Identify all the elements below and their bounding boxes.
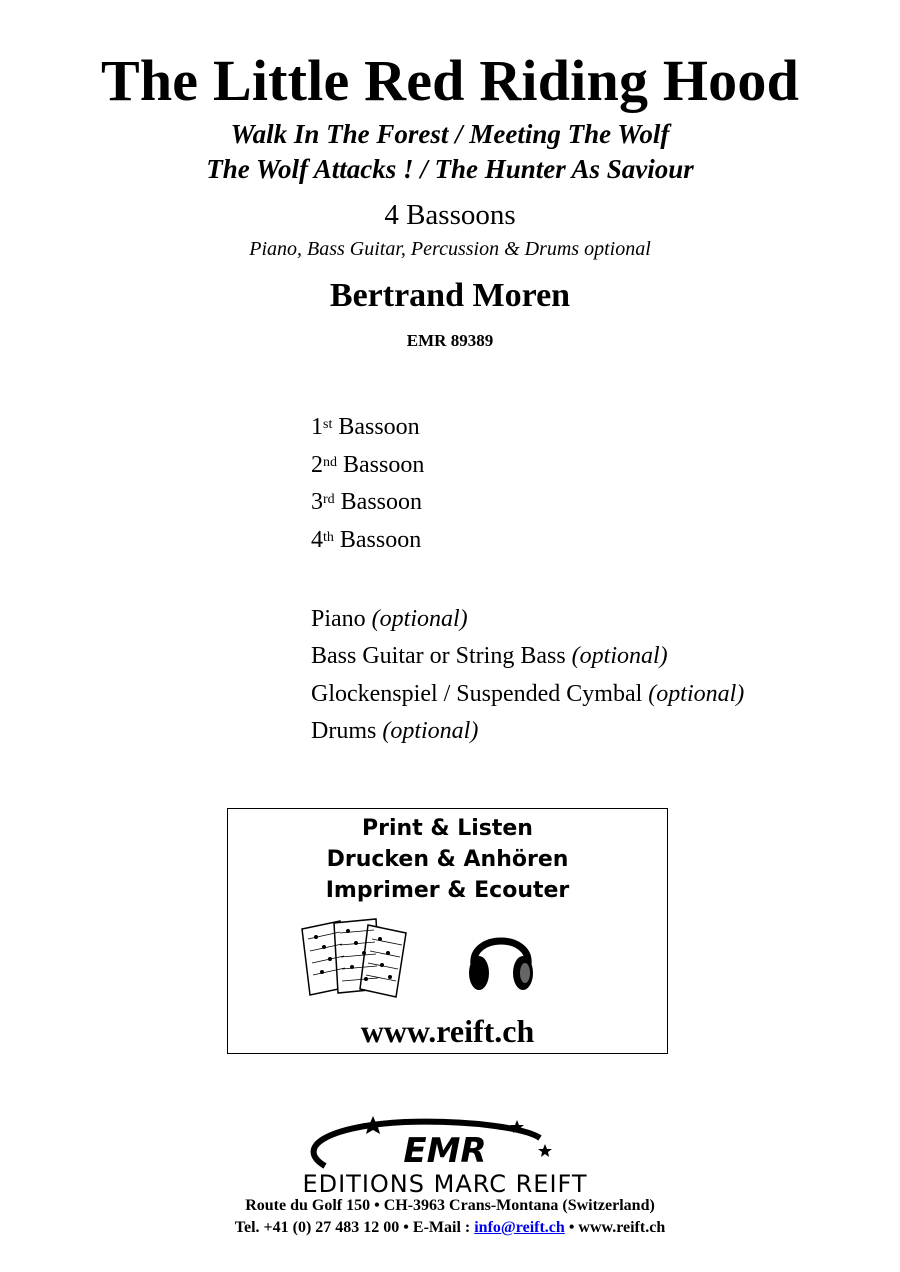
part-number: 3 <box>311 489 323 515</box>
emr-logo <box>255 1108 635 1198</box>
optional-note: (optional) <box>382 718 479 744</box>
part-name: Bassoon <box>339 527 422 553</box>
optional-note: (optional) <box>571 643 668 669</box>
part-name: Bassoon <box>338 414 420 440</box>
movements-line-1: Walk In The Forest / Meeting The Wolf <box>230 119 670 149</box>
part-number: 4 <box>311 527 323 553</box>
part-ordinal: st <box>323 417 333 432</box>
contact-prefix: Tel. +41 (0) 27 483 12 00 • E-Mail : <box>234 1219 475 1236</box>
part-ordinal: nd <box>323 455 337 470</box>
optional-part-item <box>311 679 744 709</box>
promo-line-2: Drucken & Anhören <box>326 847 569 872</box>
optional-note: (optional) <box>371 606 468 632</box>
optional-part-item <box>311 716 478 746</box>
promo-website[interactable]: www.reift.ch <box>360 1013 535 1049</box>
optional-note: (optional) <box>648 681 745 707</box>
part-ordinal: rd <box>323 492 335 507</box>
optional-part-name: Drums <box>311 718 377 744</box>
contact-web: • www.reift.ch <box>564 1219 666 1236</box>
movements-line-2: The Wolf Attacks ! / The Hunter As Saviour <box>206 154 694 184</box>
part-ordinal: th <box>323 530 334 545</box>
print-listen-box <box>227 808 668 1054</box>
catalog-number: EMR 89389 <box>406 331 494 350</box>
part-number: 2 <box>311 452 323 478</box>
logo-initials: EMR <box>403 1131 487 1171</box>
composer-name: Bertrand Moren <box>329 277 571 314</box>
publisher-contact <box>0 1218 900 1238</box>
optional-part-name: Piano <box>311 606 366 632</box>
promo-line-1: Print & Listen <box>362 816 533 841</box>
part-item <box>311 450 424 480</box>
publisher-name: EDITIONS MARC REIFT <box>302 1170 588 1198</box>
instrumentation: 4 Bassoons <box>384 199 516 231</box>
publisher-address: Route du Golf 150 • CH-3963 Crans-Montana (Switzerland) <box>245 1197 655 1214</box>
optional-part-item <box>311 641 668 671</box>
optional-instruments: Piano, Bass Guitar, Percussion & Drums optional <box>249 238 651 260</box>
optional-part-item <box>311 604 468 634</box>
part-name: Bassoon <box>343 452 425 478</box>
part-item <box>311 525 421 555</box>
optional-part-name: Glockenspiel / Suspended Cymbal <box>311 681 643 707</box>
part-name: Bassoon <box>340 489 423 515</box>
email-link[interactable]: info@reift.ch <box>474 1219 565 1236</box>
part-item <box>311 412 420 442</box>
part-number: 1 <box>311 414 323 440</box>
headphones-icon <box>466 919 536 995</box>
part-item <box>311 487 422 517</box>
sheet-music-icon <box>300 917 412 999</box>
optional-part-name: Bass Guitar or String Bass <box>311 643 566 669</box>
promo-line-3: Imprimer & Ecouter <box>325 878 570 903</box>
page-title: The Little Red Riding Hood <box>100 48 800 113</box>
